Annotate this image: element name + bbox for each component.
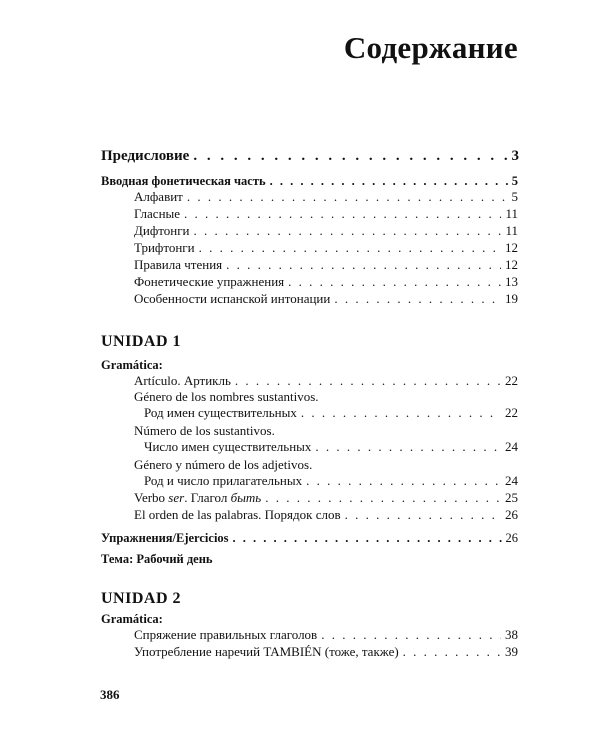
unit-2-title: UNIDAD 2 [101, 590, 181, 607]
entry-page: 22 [505, 373, 518, 388]
entry-label: Употребление наречий TAMBIÉN (тоже, также) [134, 644, 399, 659]
leader-dots [193, 148, 507, 164]
unit-1-topic: Тема: Рабочий день [101, 552, 213, 566]
entry-label: Вводная фонетическая часть [101, 174, 266, 188]
toc-entry [134, 189, 518, 205]
entry-label: Род имен существительных [144, 405, 297, 420]
verbo-byt: быть [230, 490, 262, 505]
leader-dots [235, 373, 501, 389]
leader-dots [306, 473, 501, 489]
entry-page: 12 [505, 240, 518, 255]
toc-entry-exercises [101, 530, 518, 546]
entry-label: Упражнения/Ejercicios [101, 531, 229, 545]
entry-page: 24 [505, 473, 518, 488]
entry-page: 5 [511, 189, 518, 204]
entry-label: Особенности испанской интонации [134, 291, 331, 306]
toc-entry [134, 627, 518, 643]
entry-numero-sustantivos: Número de los sustantivos. [134, 423, 275, 438]
toc-entry [134, 257, 518, 273]
toc-entry [134, 291, 518, 307]
page-number: 386 [100, 687, 120, 702]
toc-entry [134, 644, 518, 660]
entry-label: Предисловие [101, 148, 190, 164]
leader-dots [321, 627, 501, 643]
toc-entry-articulo [134, 373, 518, 389]
toc-entry [134, 223, 518, 239]
entry-label: El orden de las palabras. Порядок слов [134, 507, 341, 522]
leader-dots [288, 274, 501, 290]
toc-entry [134, 274, 518, 290]
entry-page: 19 [505, 291, 518, 306]
leader-dots [334, 291, 501, 307]
entry-label: Алфавит [134, 189, 183, 204]
leader-dots [265, 490, 501, 506]
leader-dots [403, 644, 501, 660]
entry-label: Спряжение правильных глаголов [134, 627, 318, 642]
entry-page: 25 [505, 490, 518, 505]
leader-dots [315, 439, 501, 455]
entry-page: 39 [505, 644, 518, 659]
entry-label: Гласные [134, 206, 181, 221]
toc-entry-preface [101, 148, 519, 164]
entry-label: Число имен существительных [144, 439, 312, 454]
unit-2-grammar-heading: Gramática: [101, 612, 163, 626]
entry-page: 22 [505, 405, 518, 420]
toc-entry-phonetic [101, 173, 518, 189]
toc-entry-chislo [144, 439, 518, 455]
entry-page: 12 [505, 257, 518, 272]
leader-dots [270, 173, 508, 189]
entry-label [134, 490, 261, 506]
entry-label: Artículo. Артикль [134, 373, 231, 388]
leader-dots [184, 206, 501, 222]
toc-entry [134, 206, 518, 222]
toc-entry-rod [144, 405, 518, 421]
entry-page: 38 [505, 627, 518, 642]
entry-page: 11 [505, 206, 518, 221]
leader-dots [233, 530, 502, 546]
entry-label: Род и число прилагательных [144, 473, 303, 488]
unit-1-grammar-heading: Gramática: [101, 358, 163, 372]
entry-label: Правила чтения [134, 257, 223, 272]
entry-genero-nombres: Género de los nombres sustantivos. [134, 389, 319, 404]
unit-1-title: UNIDAD 1 [101, 333, 181, 350]
page-title: Содержание [343, 30, 518, 65]
verbo-pre: Verbo [134, 490, 169, 505]
entry-page: 26 [505, 531, 518, 545]
entry-page: 24 [505, 439, 518, 454]
toc-entry [134, 240, 518, 256]
toc-entry-orden [134, 507, 518, 523]
leader-dots [301, 405, 501, 421]
toc-entry-rod-pril [144, 473, 518, 489]
leader-dots [194, 223, 502, 239]
leader-dots [187, 189, 508, 205]
verbo-mid: . Глагол [184, 490, 231, 505]
leader-dots [345, 507, 501, 523]
entry-page: 3 [511, 148, 519, 164]
entry-label: Фонетические упражнения [134, 274, 285, 289]
leader-dots [226, 257, 501, 273]
entry-label: Трифтонги [134, 240, 195, 255]
toc-entry-verbo [134, 490, 518, 506]
entry-page: 5 [511, 174, 518, 188]
entry-label: Дифтонги [134, 223, 190, 238]
verbo-ser: ser [168, 490, 185, 505]
leader-dots [199, 240, 501, 256]
entry-page: 11 [505, 223, 518, 238]
entry-genero-adjetivos: Género y número de los adjetivos. [134, 457, 313, 472]
entry-page: 13 [505, 274, 518, 289]
entry-page: 26 [505, 507, 518, 522]
